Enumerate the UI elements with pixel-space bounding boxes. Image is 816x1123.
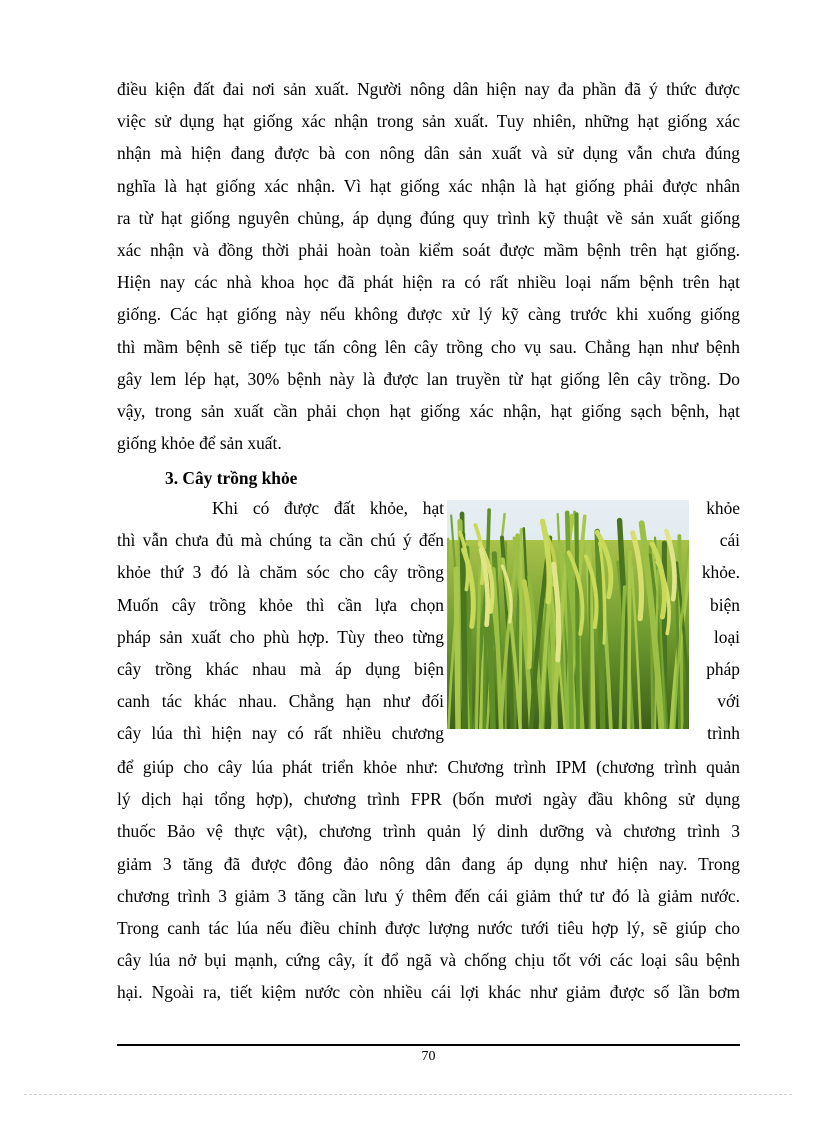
wrapped-text-left: canh tác khác nhau. Chẳng hạn như đối [117,691,444,712]
wrapped-text-right: trình [707,723,740,744]
wrapped-text-left: Muốn cây trồng khỏe thì cần lựa chọn [117,594,444,615]
text-line: ra từ hạt giống nguyên chủng, áp dụng đúng quy trình kỹ thuật về sản xuất giống [117,207,740,228]
text-line: Trong canh tác lúa nếu điều chỉnh được lượng nước tưới tiêu hợp lý, sẽ giúp cho [117,917,740,938]
section-heading: 3. Cây trồng khỏe [165,468,298,488]
wrapped-text-right: loại [713,626,740,647]
text-line: thì mầm bệnh sẽ tiếp tục tấn công lên cây trồng cho vụ sau. Chẳng hạn như bệnh [117,336,740,357]
text-line: thuốc Bảo vệ thực vật), chương trình quản lý dinh dưỡng và chương trình 3 [117,821,740,842]
rice-leaf [520,529,521,729]
wrapped-text-right: pháp [706,658,740,679]
wrapped-text-right: khỏe [706,498,740,518]
text-line: gây lem lép hạt, 30% bệnh này là được lan truyền từ hạt giống lên cây trồng. Do [117,368,740,389]
text-line: giống. Các hạt giống này nếu không được xử lý kỹ càng trước khi xuống giống [117,304,740,325]
text-line: nghĩa là hạt giống xác nhận. Vì hạt giống xác nhận là hạt giống phải được nhân [117,175,740,196]
wrapped-text-left: cây lúa thì hiện nay có rất nhiều chương [117,723,444,744]
rice-plant-photo [447,500,689,729]
text-line: giống khỏe để sản xuất. [117,433,282,454]
wrapped-text-left: Khi có được đất khỏe, hạt [212,498,444,518]
paragraph-programs [117,751,740,1009]
rice-leaf [629,552,630,729]
text-line: hại. Ngoài ra, tiết kiệm nước còn nhiều cái lợi khác như giảm được số lần bơm [117,982,740,1003]
text-line: vậy, trong sản xuất cần phải chọn hạt giống xác nhận, hạt giống sạch bệnh, hạt [117,400,740,421]
page-bottom-border [24,1094,792,1095]
text-line: cây lúa nở bụi mạnh, cứng cây, ít đổ ngã và chống chịu tốt với các loại sâu bệnh [117,950,740,971]
wrapped-text-left: khỏe thứ 3 đó là chăm sóc cho cây trồng [117,562,444,583]
wrapped-text-right: biện [710,594,740,615]
wrapped-text-left: thì vẫn chưa đủ mà chúng ta cần chú ý đến [117,530,444,551]
text-line: việc sử dụng hạt giống xác nhận trong sản xuất. Tuy nhiên, những hạt giống xác [117,111,740,132]
footer-divider [117,1044,740,1046]
text-line: điều kiện đất đai nơi sản xuất. Người nông dân hiện nay đa phần đã ý thức được [117,79,740,99]
rice-plant-illustration [447,500,689,729]
wrapped-text-right: khỏe. [701,562,740,583]
rice-leaf [456,569,458,729]
wrapped-text-left: cây trồng khác nhau mà áp dụng biện [117,658,444,679]
text-line: lý dịch hại tổng hợp), chương trình FPR (bốn mươi ngày đầu không sử dụng [117,789,740,810]
text-line: nhận mà hiện đang được bà con nông dân sản xuất và sử dụng vẫn chưa đúng [117,143,740,164]
text-line: giảm 3 tăng đã được đông đảo nông dân đang áp dụng như hiện nay. Trong [117,853,740,874]
text-line: để giúp cho cây lúa phát triển khỏe như: Chương trình IPM (chương trình quản [117,757,740,777]
rice-leaf [462,534,465,729]
text-line: xác nhận và đồng thời phải hoàn toàn kiểm soát được mầm bệnh trên hạt giống. [117,239,740,260]
paragraph-seed-certification [117,73,740,459]
page-number: 70 [421,1049,436,1064]
wrapped-text-right: với [717,691,740,712]
wrapped-text-right: cái [719,530,740,551]
wrapped-text-left: pháp sản xuất cho phù hợp. Tùy theo từng [117,626,444,647]
text-line: Hiện nay các nhà khoa học đã phát hiện ra có rất nhiều loại nấm bệnh trên hạt [117,272,740,293]
text-line: chương trình 3 giảm 3 tăng cần lưu ý thêm đến cái giảm thứ tư đó là giảm nước. [117,885,740,906]
rice-leaf [577,514,578,729]
